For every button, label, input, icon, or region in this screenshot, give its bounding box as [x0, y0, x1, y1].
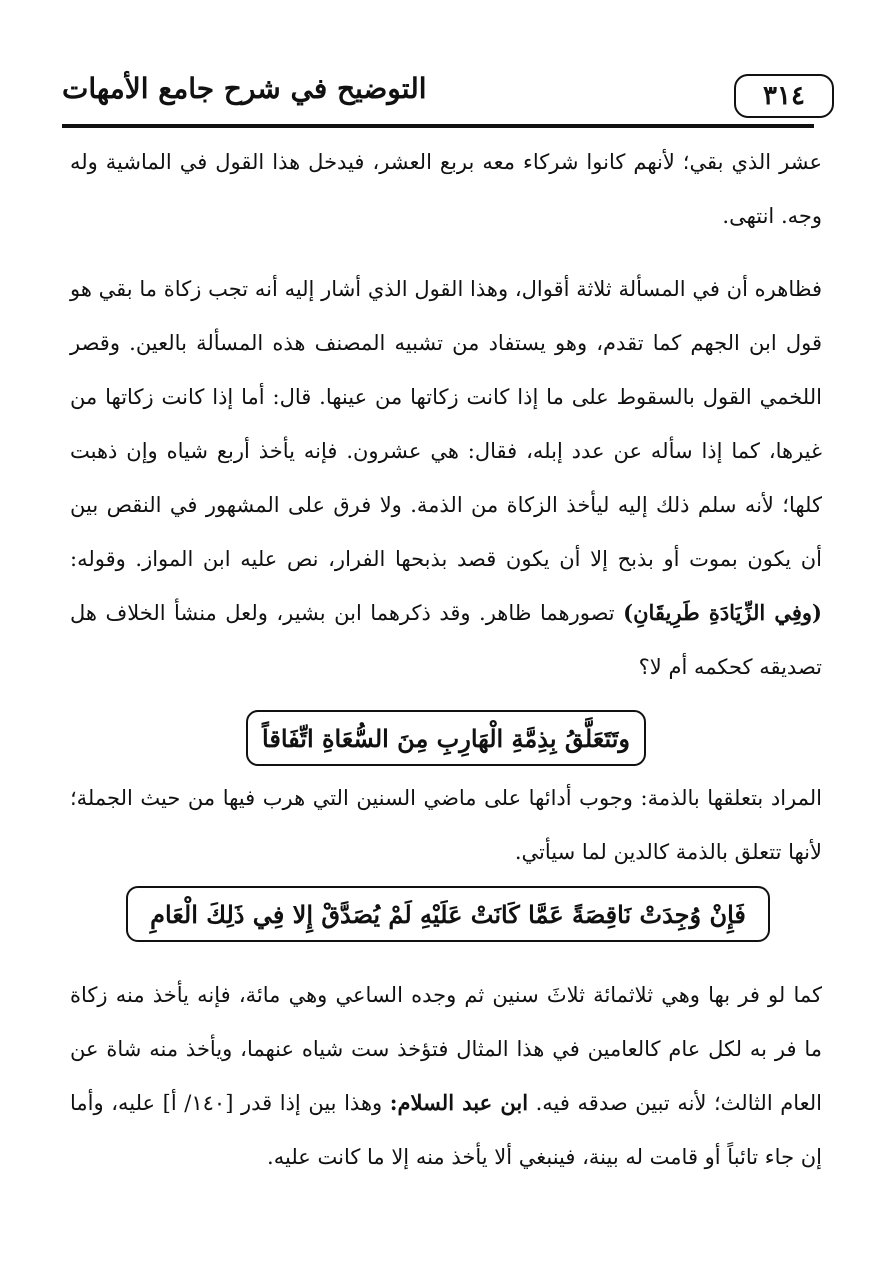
commentary-text-a: فظاهره أن في المسألة ثلاثة أقوال، وهذا القول الذي أشار إليه أنه تجب زكاة ما بقي هو قول ابن الجهم كما تقدم، وهو يستفاد من تشبيه المصنف هذه المسألة بالعين. وقصر اللخمي القول بالسقوط على ما إذا كانت زكاتها من عينها. قال: أما إذا كانت زكاتها من غيرها، كما إذا سأله عن عدد إبله، فقال: هي عشرون. فإنه يأخذ أربع شياه وإن ذهبت كلها؛ لأنه سلم ذلك إليه ليأخذ الزكاة من الذمة. ولا فرق على المشهور في النقص بين أن يكون بموت أو بذبح إلا أن يكون قصد بذبحها الفرار، نص عليه ابن المواز. وقوله:: [70, 277, 822, 571]
example-text-b: وهذا بين إذا قدر [١٤٠/ أ] عليه، وأما إن جاء تائباً أو قامت له بينة، فينبغي ألا يأخذ منه إلا ما كانت عليه.: [70, 1091, 822, 1169]
quoted-matn-term: (وفِي الزِّيَادَةِ طَرِيقَانِ): [623, 600, 822, 625]
running-title: التوضيح في شرح جامع الأمهات: [62, 72, 427, 105]
paragraph-example: [70, 968, 822, 1184]
matn-heading-box: وتَتَعَلَّقُ بِذِمَّةِ الْهَارِبِ مِنَ السُّعَاةِ اتِّفَاقاً: [246, 710, 646, 766]
matn-heading-box-2: فَإِنْ وُجِدَتْ نَاقِصَةً عَمَّا كَانَتْ عَلَيْهِ لَمْ يُصَدَّقْ إِلا فِي ذَلِكَ الْعَامِ: [126, 886, 770, 942]
paragraph-continuation: عشر الذي بقي؛ لأنهم كانوا شركاء معه بربع العشر، فيدخل هذا القول في الماشية وله وجه. انتهى.: [70, 150, 822, 228]
paragraph-commentary: [70, 262, 822, 694]
paragraph-explanation: المراد بتعلقها بالذمة: وجوب أدائها على ماضي السنين التي هرب فيها من حيث الجملة؛ لأنها تتعلق بالذمة كالدين لما سيأتي.: [70, 786, 822, 864]
page-number: ٣١٤: [734, 74, 834, 118]
commentary-text-b: تصورهما ظاهر. وقد ذكرهما ابن بشير، ولعل منشأ الخلاف هل تصديقه كحكمه أم لا؟: [70, 601, 822, 679]
header-divider: [62, 124, 814, 128]
page-header: [62, 66, 834, 122]
example-text-a: كما لو فر بها وهي ثلاثمائة ثلاثَ سنين ثم وجده الساعي وهي مائة، فإنه يأخذ منه زكاة ما فر به لكل عام كالعامين في هذا المثال فتؤخذ ست شياه عنهما، ويأخذ منه شاة عن العام الثالث؛ لأنه تبين صدقه فيه.: [70, 983, 823, 1115]
cited-scholar-name: ابن عبد السلام:: [389, 1090, 529, 1115]
